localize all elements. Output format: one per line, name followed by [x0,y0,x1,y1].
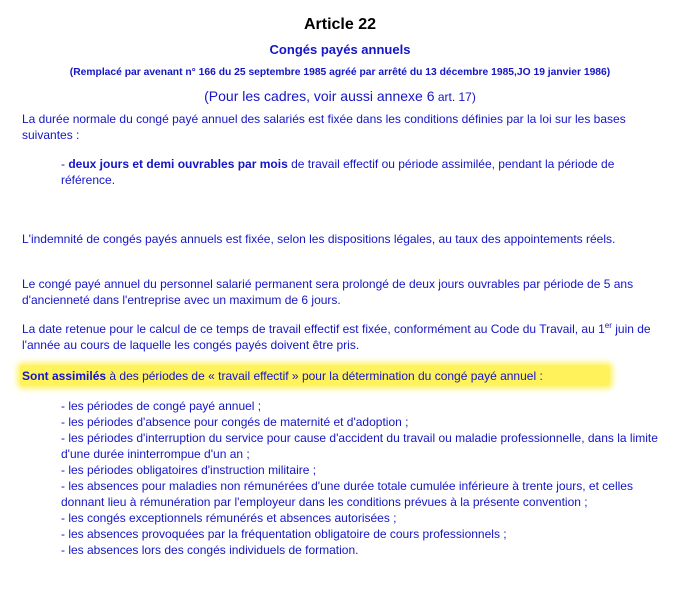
list-item: - les congés exceptionnels rémunérés et absences autorisées ; [61,511,397,525]
paragraph-duration: La durée normale du congé payé annuel des salariés est fixée dans les conditions définies par la loi sur les bases suivantes : [22,112,626,142]
list-item: - les périodes de congé payé annuel ; [61,399,262,413]
list-item: - les absences lors des congés individuels de formation. [61,543,359,557]
article-title: Article 22 [303,16,377,33]
paragraph-date [22,321,658,353]
cadres-reference [0,88,680,104]
cadres-reference-close: art. 17) [434,90,476,104]
article-subtitle: Congés payés annuels [269,42,411,57]
amendment-note: (Remplacé par avenant n° 166 du 25 septembre 1985 agréé par arrêté du 13 décembre 1985,JO 19 janvier 1986) [69,67,611,78]
paragraph-seniority: Le congé payé annuel du personnel salarié permanent sera prolongé de deux jours ouvrables par période de 5 ans d'ancienneté dans l'entreprise avec un maximum de 6 jours. [22,277,634,307]
duration-item-rest: de travail effectif ou période assimilée, pendant la période de référence. [61,157,615,187]
duration-item-dash: - [61,157,69,171]
list-item: - les périodes obligatoires d'instruction militaire ; [61,463,317,477]
cadres-reference-open: (Pour les cadres, voir aussi annexe 6 [204,88,435,104]
assimiles-list [61,398,661,558]
duration-item-bold: deux jours et demi ouvrables par mois [68,157,288,171]
paragraph-assimiles [22,368,543,384]
date-sup: er [604,321,612,330]
paragraph-indemnity: L'indemnité de congés payés annuels est fixée, selon les dispositions légales, au taux des appointements réels. [22,232,616,246]
list-item: - les périodes d'absence pour congés de maternité et d'adoption ; [61,415,409,429]
assimiles-bold: Sont assimilés [22,369,107,383]
date-part2: juin de l'année au cours de laquelle les congés payés doivent être pris. [22,322,651,352]
date-part1: La date retenue pour le calcul de ce temps de travail effectif est fixée, conformément au Code du Travail, au 1 [22,322,605,336]
list-item: - les périodes d'interruption du service pour cause d'accident du travail ou maladie professionnelle, dans la limite d'une durée ininterrompue d'un an ; [61,431,658,461]
assimiles-rest: à des périodes de « travail effectif » pour la détermination du congé payé annuel : [106,369,543,383]
list-item: - les absences provoquées par la fréquentation obligatoire de cours professionnels ; [61,527,507,541]
paragraph-duration-item [61,156,661,188]
list-item: - les absences pour maladies non rémunérées d'une durée totale cumulée inférieure à trente jours, et celles donnant lieu à rémunération par l'employeur dans les conditions prévues à la présente convention ; [61,479,633,509]
